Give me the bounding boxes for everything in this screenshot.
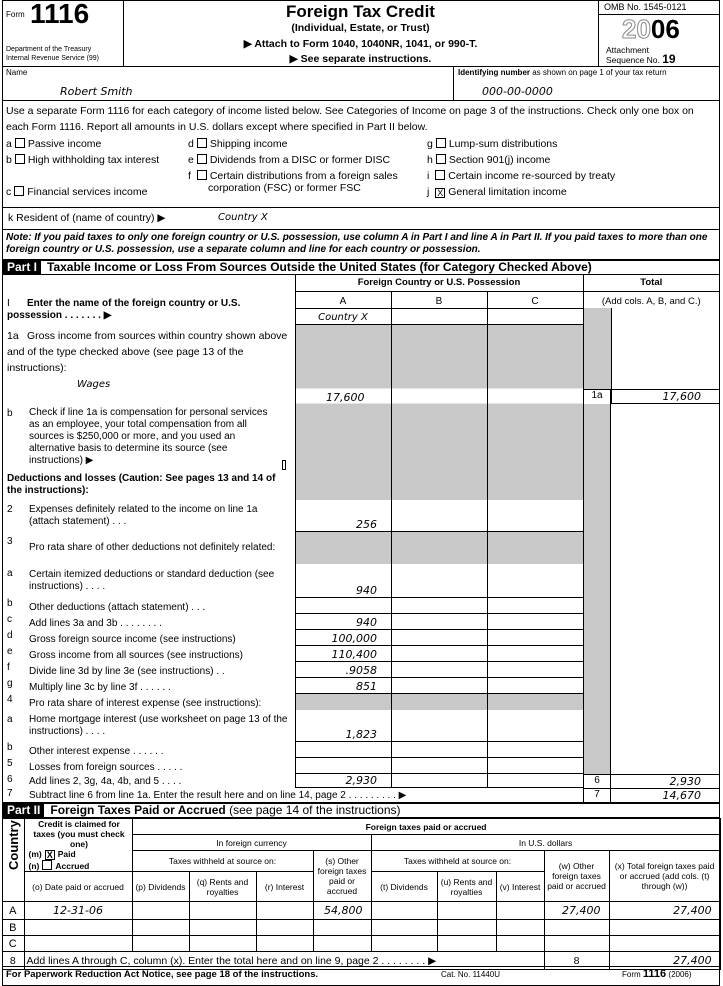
col-o-header: (o) Date paid or accrued <box>24 872 132 902</box>
line-1b <box>3 404 719 470</box>
line-7-number: 7 <box>583 788 611 802</box>
line-number: 3 <box>7 536 13 547</box>
line-number: 5 <box>7 758 13 769</box>
category-d[interactable]: d Shipping income <box>188 138 288 150</box>
line-1a: 1a Gross income from sources within country shown above and of the type checked above (see page 13 of the instructions): Wages <box>7 330 288 390</box>
department: Department of the Treasury <box>6 46 92 53</box>
col-t-header: (t) Dividends <box>371 872 437 902</box>
line-4-col-b <box>391 694 487 710</box>
line-3f-col-a[interactable]: .9058 <box>295 662 391 678</box>
id-label: Identifying number as shown on page 1 of your tax return <box>458 68 667 77</box>
line-3b-col-a[interactable] <box>295 598 391 614</box>
line-3-col-b <box>391 532 487 564</box>
col-r-header: (r) Interest <box>256 872 313 902</box>
line-3c-col-a[interactable]: 940 <box>295 614 391 630</box>
col-q-field[interactable] <box>189 936 256 952</box>
line-4b-col-c[interactable] <box>487 742 583 758</box>
line-number: b <box>7 598 13 609</box>
line-number-column <box>583 758 611 774</box>
line-number: 2 <box>7 504 13 515</box>
line-label: Expenses definitely related to the income on line 1a (attach statement) . . . <box>29 504 258 527</box>
col-x-header: (x) Total foreign taxes paid or accrued (add cols. (t) through (w)) <box>609 851 720 902</box>
col-p-field[interactable] <box>132 936 189 952</box>
accrued-checkbox[interactable] <box>42 860 52 870</box>
line-3d-col-b[interactable] <box>391 630 487 646</box>
col-w-field[interactable] <box>544 936 609 952</box>
line-7-total[interactable]: 14,670 <box>611 788 719 802</box>
residence-label: k Resident of (name of country) ▶ <box>8 212 166 224</box>
checkbox[interactable] <box>15 138 25 148</box>
line-number-column <box>583 646 611 662</box>
line-3d <box>3 630 719 646</box>
col-s-field[interactable] <box>313 920 371 936</box>
checkbox[interactable] <box>436 154 446 164</box>
part2-header: Part II Foreign Taxes Paid or Accrued (see page 14 of the instructions) <box>3 802 719 818</box>
line-label: Pro rata share of other deductions not definitely related: <box>29 542 276 553</box>
line-label: Gross income from all sources (see instructions) <box>29 650 243 661</box>
line-7 <box>3 788 719 802</box>
line-1a-total[interactable]: 17,600 <box>611 389 719 404</box>
col-q-field[interactable] <box>189 902 256 920</box>
line-2-col-b[interactable] <box>391 500 487 532</box>
line-1a-col-c[interactable] <box>487 324 583 404</box>
col-p-field[interactable] <box>132 902 189 920</box>
line-label: Other interest expense . . . . . . <box>29 746 164 757</box>
line-label: Add lines 3a and 3b . . . . . . . . <box>29 618 162 629</box>
col-r-field[interactable] <box>256 902 313 920</box>
form-title: Foreign Tax Credit <box>286 2 435 21</box>
usd-header: In U.S. dollars <box>371 835 720 851</box>
line-label: Pro rata share of interest expense (see instructions): <box>29 698 262 709</box>
line-number-column <box>583 694 611 710</box>
category-j[interactable]: j X General limitation income <box>427 186 567 198</box>
line-1a-col-a[interactable]: 17,600 <box>295 324 391 404</box>
line-number-column <box>583 630 611 646</box>
col-u-field[interactable] <box>437 920 496 936</box>
line-8-label: Add lines A through C, column (x). Enter the total here and on line 9, page 2 . . . . . . . . ▶ <box>24 952 544 970</box>
withheld-foreign-header: Taxes withheld at source on: <box>132 851 313 872</box>
col-q-header: (q) Rents and royalties <box>189 872 256 902</box>
line-number: a <box>7 568 13 579</box>
note-text: Note: If you paid taxes to only one foreign country or U.S. possession, use column A in Part I and line A in Part II. If you paid taxes to more than one foreign country or U.S. possession, use a separate column and line for each country or possession. <box>6 232 708 255</box>
line-3-col-a <box>295 532 391 564</box>
checkbox[interactable] <box>197 138 207 148</box>
country-row-C <box>2 936 720 952</box>
line-3a-col-a[interactable]: 940 <box>295 564 391 598</box>
col-v-header: (v) Interest <box>496 872 544 902</box>
line-4 <box>3 694 719 710</box>
category-a[interactable]: a Passive income <box>6 138 102 150</box>
checkbox[interactable] <box>436 138 446 148</box>
line-label: Multiply line 3c by line 3f . . . . . . <box>29 682 171 693</box>
line-label: Divide line 3d by line 3e (see instructions) . . <box>29 666 225 677</box>
line-number: b <box>7 408 13 419</box>
line-6-col-b[interactable] <box>391 774 487 788</box>
line-3g <box>3 678 719 694</box>
col-t-field[interactable] <box>371 936 437 952</box>
line-2-col-c[interactable] <box>487 500 583 532</box>
line-ed-col-a <box>295 470 391 500</box>
col-s-header: (s) Other foreign taxes paid or accrued <box>313 851 371 902</box>
irs: Internal Revenue Service (99) <box>6 55 100 62</box>
checkbox[interactable] <box>15 154 25 164</box>
line-4b-col-b[interactable] <box>391 742 487 758</box>
category-i[interactable]: i Certain income re-sourced by treaty <box>427 170 616 182</box>
total-subheader: (Add cols. A, B, and C.) <box>583 291 719 308</box>
line-3c <box>3 614 719 630</box>
line-3f <box>3 662 719 678</box>
line-4b <box>3 742 719 758</box>
line-3-col-c <box>487 532 583 564</box>
line-4a <box>3 710 719 742</box>
line-label: Certain itemized deductions or standard deduction (see instructions) . . . . <box>29 569 275 592</box>
line-1a-col-b[interactable] <box>391 324 487 404</box>
line-3e-col-b[interactable] <box>391 646 487 662</box>
col-w-header: (w) Other foreign taxes paid or accrued <box>544 851 609 902</box>
col-u-header: (u) Rents and royalties <box>437 872 496 902</box>
line-3a <box>3 564 719 598</box>
line-8-number: 8 <box>2 952 24 970</box>
col-o-field[interactable] <box>24 936 132 952</box>
line-ed-col-c <box>487 470 583 500</box>
part1-table <box>3 275 719 405</box>
line-label: Deductions and losses (Caution: See pages 13 and 14 of the instructions): <box>7 473 276 496</box>
line-number: c <box>7 614 12 625</box>
col-v-field[interactable] <box>496 936 544 952</box>
name-field[interactable]: Robert Smith <box>60 85 133 98</box>
line-number: 4 <box>7 694 13 705</box>
name-label: Name <box>6 68 28 77</box>
line-3e <box>3 646 719 662</box>
see-instructions: ▶ See separate instructions. <box>289 53 432 65</box>
line-number: a <box>7 714 13 725</box>
tax-year: 2006 <box>622 14 680 44</box>
col-o-field[interactable] <box>24 920 132 936</box>
line-number-column <box>583 404 611 470</box>
line-3f-col-b[interactable] <box>391 662 487 678</box>
credit-claimed: Credit is claimed for taxes (you must check one) (m) X Paid (n) Accrued <box>24 819 132 872</box>
country-header: Country <box>6 820 21 870</box>
line-3d-col-c[interactable] <box>487 630 583 646</box>
id-field[interactable]: 000-00-0000 <box>482 85 553 98</box>
col-t-field[interactable] <box>371 902 437 920</box>
paid-checkbox[interactable]: X <box>46 850 53 860</box>
line-3a-col-b[interactable] <box>391 564 487 598</box>
country-row-B <box>2 920 720 936</box>
country-b-field[interactable] <box>391 308 487 324</box>
col-x-field[interactable] <box>609 920 720 936</box>
col-r-field[interactable] <box>256 936 313 952</box>
foreign-taxes-header: Foreign taxes paid or accrued <box>132 819 720 835</box>
attach-instruction: ▶ Attach to Form 1040, 1040NR, 1041, or 990-T. <box>243 38 478 50</box>
line-label: Losses from foreign sources . . . . . <box>29 762 183 773</box>
line-label: Other deductions (attach statement) . . . <box>29 602 206 613</box>
line-3a-col-c[interactable] <box>487 564 583 598</box>
line-2 <box>3 500 719 532</box>
omb-number: OMB No. 1545-0121 <box>604 2 687 12</box>
col-p-header: (p) Dividends <box>132 872 189 902</box>
checkbox[interactable] <box>14 186 24 196</box>
line-3g-col-c[interactable] <box>487 678 583 694</box>
catalog-number: Cat. No. 11440U <box>441 970 500 979</box>
country-c-field[interactable] <box>487 308 583 324</box>
line-label: Subtract line 6 from line 1a. Enter the result here and on line 14, page 2 . . . . . . . . . ▶ <box>29 790 407 801</box>
line-number-column <box>583 564 611 598</box>
line-3b <box>3 598 719 614</box>
col-x-field[interactable] <box>609 936 720 952</box>
line-number-column: 6 <box>583 774 611 788</box>
checkbox[interactable] <box>435 170 445 180</box>
col-v-field[interactable] <box>496 920 544 936</box>
line-3g-col-a[interactable]: 851 <box>295 678 391 694</box>
col-u-field[interactable] <box>437 902 496 920</box>
total-header: Total <box>583 275 719 291</box>
row-letter: C <box>2 936 24 952</box>
line-1b-col-c <box>487 404 583 470</box>
line-label: Gross foreign source income (see instructions) <box>29 634 236 645</box>
line-6-col-a[interactable]: 2,930 <box>295 774 391 788</box>
col-a-header: A <box>295 291 391 308</box>
line-3e-col-a[interactable]: 110,400 <box>295 646 391 662</box>
line-ed-col-b <box>391 470 487 500</box>
category-h[interactable]: h Section 901(j) income <box>427 154 551 166</box>
line-number-column <box>583 598 611 614</box>
col-r-field[interactable] <box>256 920 313 936</box>
line-number-column <box>583 532 611 564</box>
col-u-field[interactable] <box>437 936 496 952</box>
line-3c-col-b[interactable] <box>391 614 487 630</box>
line-number-column <box>583 470 611 500</box>
line-number-column <box>583 678 611 694</box>
line-3c-col-c[interactable] <box>487 614 583 630</box>
instructions-text: Use a separate Form 1116 for each category of income listed below. See Categories of Income on page 3 of the instructions. Check only one box on each Form 1116. Report all amounts in U.S. dollars except where specified in Part II below. <box>6 105 694 133</box>
line-3b-col-c[interactable] <box>487 598 583 614</box>
line-4-col-a <box>295 694 391 710</box>
residence-field[interactable]: Country X <box>218 212 268 223</box>
col-b-header: B <box>391 291 487 308</box>
line-number-column <box>583 742 611 758</box>
col-s-field[interactable] <box>313 936 371 952</box>
form-label: Form <box>6 10 25 19</box>
line-2-col-a[interactable]: 256 <box>295 500 391 532</box>
line-5 <box>3 758 719 774</box>
line-1a-number: 1a <box>583 389 611 404</box>
line-label: Check if line 1a is compensation for personal services as an employee, your total compensation from all sources is $250,000 or more, and you used an alternative basis to determine its source (see instructions) ▶ <box>29 407 268 466</box>
line-4-col-c <box>487 694 583 710</box>
line-8-box: 8 <box>544 952 609 970</box>
line-6-total[interactable]: 2,930 <box>611 774 719 788</box>
line-1b-col-b <box>391 404 487 470</box>
col-s-field[interactable]: 54,800 <box>313 902 371 920</box>
attachment-sequence: Attachment Sequence No. 19 <box>606 45 676 66</box>
col-q-field[interactable] <box>189 920 256 936</box>
line-8-total[interactable]: 27,400 <box>609 952 720 970</box>
form-subtitle: (Individual, Estate, or Trust) <box>291 22 430 34</box>
line-6 <box>3 774 719 788</box>
line-3 <box>3 532 719 564</box>
col-w-field[interactable] <box>544 920 609 936</box>
line-number-column <box>583 662 611 678</box>
category-e[interactable]: e Dividends from a DISC or former DISC <box>188 154 391 166</box>
col-v-field[interactable] <box>496 902 544 920</box>
line-3d-col-a[interactable]: 100,000 <box>295 630 391 646</box>
checkbox[interactable] <box>197 154 207 164</box>
category-g[interactable]: g Lump-sum distributions <box>427 138 558 150</box>
checkbox-checked[interactable]: X <box>437 188 444 198</box>
form-number: 1116 <box>30 0 90 29</box>
col-c-header: C <box>487 291 583 308</box>
line-4a-col-a[interactable]: 1,823 <box>295 710 391 742</box>
row-letter: A <box>2 902 24 920</box>
line-i: I Enter the name of the foreign country or U.S. possession . . . . . . . ▶ <box>7 298 241 321</box>
part2-table <box>2 818 721 970</box>
line-3e-col-c[interactable] <box>487 646 583 662</box>
footer-form: Form 1116 (2006) <box>622 968 692 980</box>
line-number: 7 <box>7 788 13 799</box>
line-3b-col-b[interactable] <box>391 598 487 614</box>
checkbox[interactable] <box>197 170 207 180</box>
line-3f-col-c[interactable] <box>487 662 583 678</box>
country-a-field[interactable]: Country X <box>295 308 391 324</box>
income-description[interactable]: Wages <box>77 379 111 390</box>
line-label: Add lines 2, 3g, 4a, 4b, and 5 . . . . <box>29 776 182 787</box>
line-4b-col-a[interactable] <box>295 742 391 758</box>
category-b[interactable]: b High withholding tax interest <box>6 154 160 166</box>
col-o-field[interactable]: 12-31-06 <box>24 902 132 920</box>
category-f[interactable]: f Certain distributions from a foreign sales corporation (FSC) or former FSC <box>188 170 398 194</box>
paperwork-notice: For Paperwork Reduction Act Notice, see page 18 of the instructions. <box>6 969 319 980</box>
line-5-col-b[interactable] <box>391 758 487 774</box>
category-c[interactable]: c Financial services income <box>6 186 148 198</box>
col-t-field[interactable] <box>371 920 437 936</box>
col-x-field[interactable]: 27,400 <box>609 902 720 920</box>
row-letter: B <box>2 920 24 936</box>
line-6-col-c[interactable] <box>487 774 583 788</box>
foreign-currency-header: In foreign currency <box>132 835 371 851</box>
col-p-field[interactable] <box>132 920 189 936</box>
line-number: b <box>7 742 13 753</box>
line-number: g <box>7 678 13 689</box>
line-1b-col-a <box>295 404 391 470</box>
line-number: 6 <box>7 774 13 785</box>
part1-header: Part I Taxable Income or Loss From Sources Outside the United States (for Category Checked Above) <box>3 259 719 275</box>
line-ed <box>3 470 719 500</box>
line-number-column <box>583 500 611 532</box>
line-4a-col-b[interactable] <box>391 710 487 742</box>
line-number: e <box>7 646 13 657</box>
alternative-basis-checkbox[interactable] <box>282 460 286 470</box>
line-number-column <box>583 710 611 742</box>
line-4a-col-c[interactable] <box>487 710 583 742</box>
line-3g-col-b[interactable] <box>391 678 487 694</box>
withheld-usd-header: Taxes withheld at source on: <box>371 851 544 872</box>
line-5-col-c[interactable] <box>487 758 583 774</box>
col-w-field[interactable]: 27,400 <box>544 902 609 920</box>
country-group-header: Foreign Country or U.S. Possession <box>295 275 583 291</box>
country-row-A <box>2 902 720 920</box>
line-number: f <box>7 662 10 673</box>
line-5-col-a[interactable] <box>295 758 391 774</box>
line-label: Home mortgage interest (use worksheet on page 13 of the instructions) . . . . <box>29 714 288 737</box>
line-number: d <box>7 630 13 641</box>
line-number-column <box>583 614 611 630</box>
